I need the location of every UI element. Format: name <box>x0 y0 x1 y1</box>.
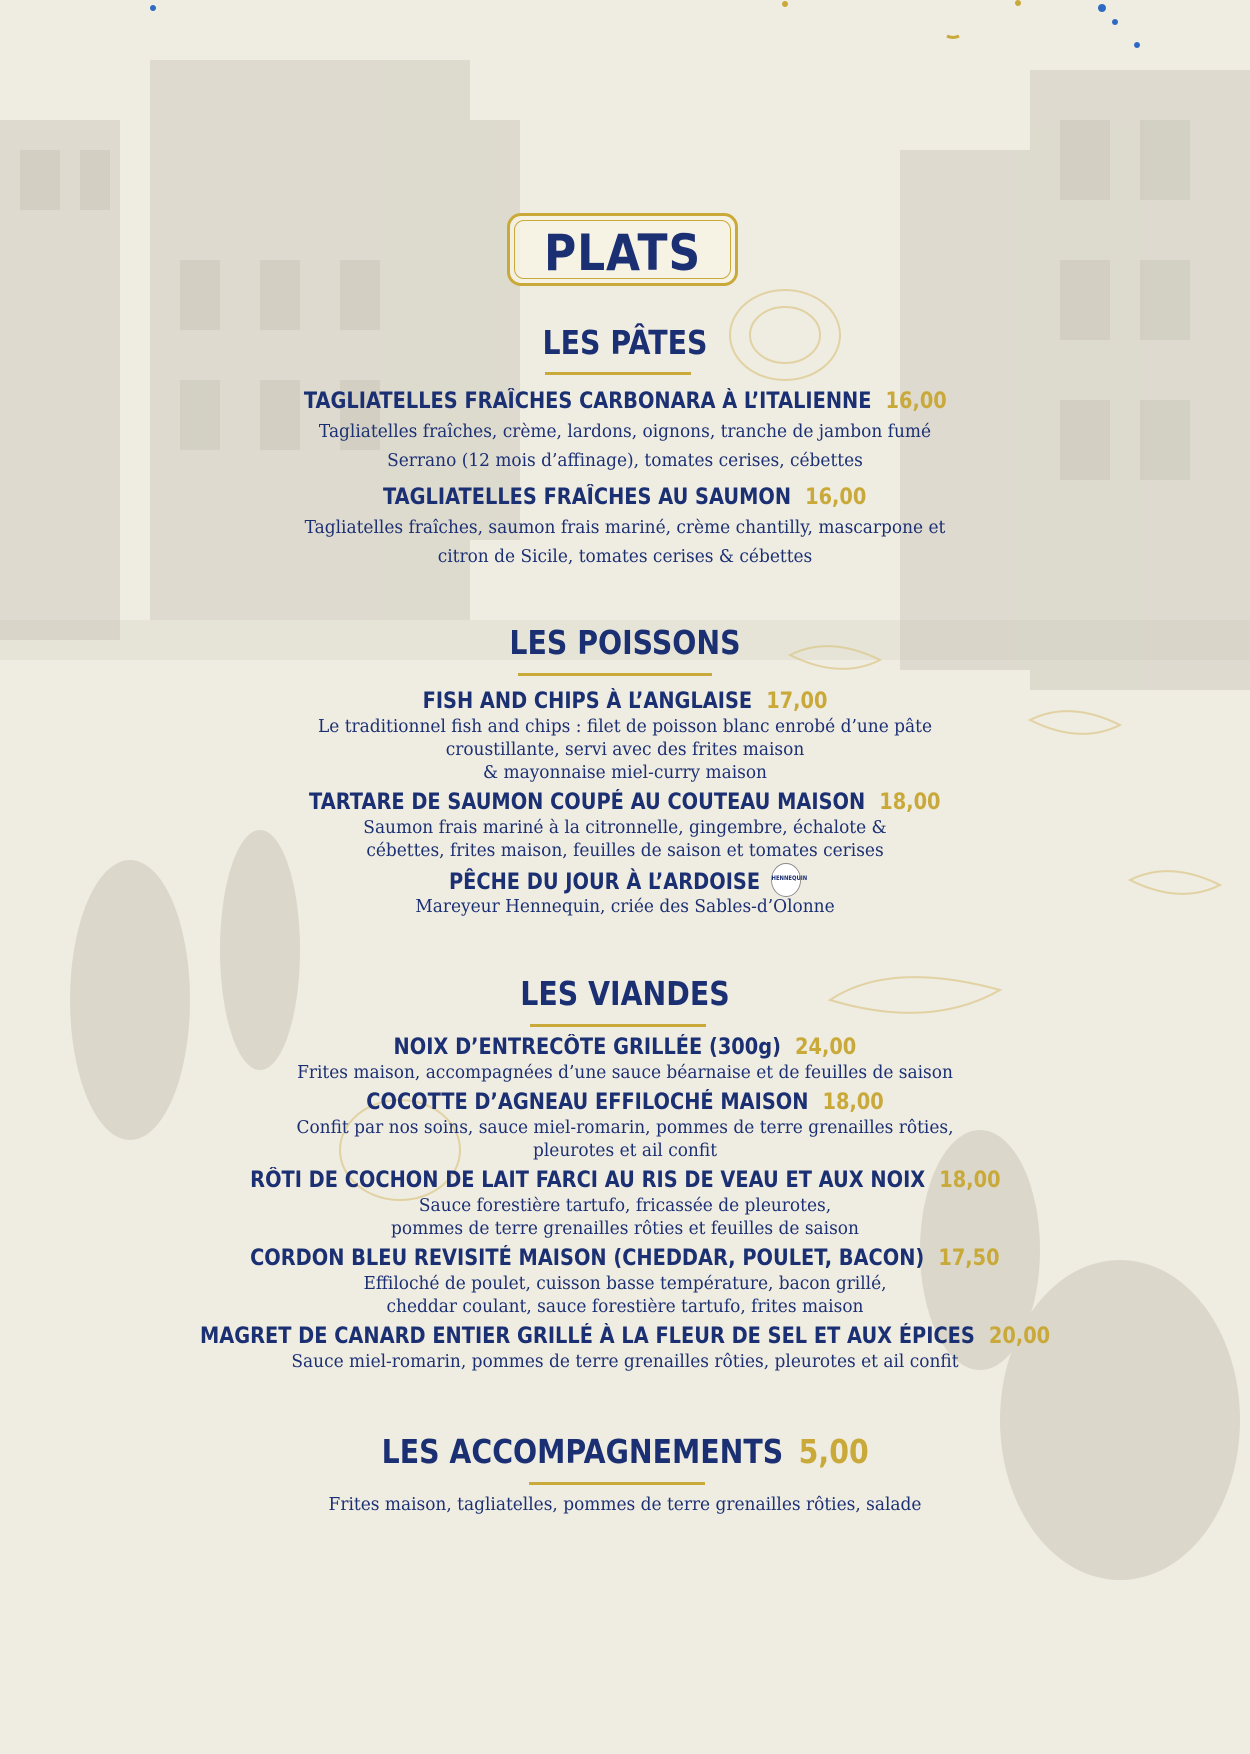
hennequin-logo-icon: HENNEQUIN <box>771 863 801 897</box>
dish-name-row <box>0 866 1250 900</box>
page-title-frame <box>507 213 738 286</box>
dish-price: 24,00 <box>795 1035 857 1060</box>
dish-description: croustillante, servi avec des frites maison <box>445 740 805 760</box>
dish-name: TARTARE DE SAUMON COUPÉ AU COUTEAU MAISON <box>309 790 866 815</box>
dish-price: 16,00 <box>885 389 947 414</box>
dish-description: Sauce forestière tartufo, fricassée de pleurotes, <box>418 1196 832 1216</box>
section-price: 5,00 <box>798 1432 869 1471</box>
section-title-pates: LES PÂTES <box>542 323 708 362</box>
dish-name-row <box>0 689 1250 714</box>
dish-name: FISH AND CHIPS À L’ANGLAISE <box>422 689 753 714</box>
dish-description: Serrano (12 mois d’affinage), tomates cerises, cébettes <box>387 451 863 471</box>
dish-name-row <box>0 485 1250 510</box>
dish-name: TAGLIATELLES FRAÎCHES CARBONARA À L’ITALIENNE <box>303 389 872 414</box>
dish-description: cébettes, frites maison, feuilles de saison et tomates cerises <box>366 841 884 861</box>
dish-name: PÊCHE DU JOUR À L’ARDOISE <box>449 870 761 895</box>
dish-description: Mareyeur Hennequin, criée des Sables-d’Olonne <box>415 897 835 917</box>
section-underline <box>518 673 712 676</box>
dish-price: 18,00 <box>938 1168 1001 1193</box>
dish-description: Saumon frais mariné à la citronnelle, gingembre, échalote & <box>363 818 887 838</box>
dish-description: citron de Sicile, tomates cerises & cébettes <box>437 547 813 567</box>
section-title-viandes: LES VIANDES <box>520 974 730 1013</box>
dish-description: Tagliatelles fraîches, crème, lardons, oignons, tranche de jambon fumé <box>318 422 932 442</box>
dish-name-row <box>0 1324 1250 1349</box>
section-title-poissons: LES POISSONS <box>509 623 741 662</box>
section-underline <box>529 1482 705 1485</box>
section-description: Frites maison, tagliatelles, pommes de terre grenailles rôties, salade <box>328 1495 922 1515</box>
dish-description: Frites maison, accompagnées d’une sauce béarnaise et de feuilles de saison <box>297 1063 953 1083</box>
dish-name-row <box>0 1246 1250 1271</box>
page-title: PLATS <box>543 224 702 282</box>
dish-description: Confit par nos soins, sauce miel-romarin, pommes de terre grenailles rôties, <box>296 1118 954 1138</box>
dish-description: Effiloché de poulet, cuisson basse température, bacon grillé, <box>363 1274 887 1294</box>
dish-name: MAGRET DE CANARD ENTIER GRILLÉ À LA FLEUR DE SEL ET AUX ÉPICES <box>199 1324 975 1349</box>
dish-description: Sauce miel-romarin, pommes de terre grenailles rôties, pleurotes et ail confit <box>291 1352 959 1372</box>
dish-description: cheddar coulant, sauce forestière tartufo, frites maison <box>386 1297 864 1317</box>
dish-description: Tagliatelles fraîches, saumon frais mariné, crème chantilly, mascarpone et <box>304 518 946 538</box>
dish-name: RÔTI DE COCHON DE LAIT FARCI AU RIS DE VEAU ET AUX NOIX <box>249 1168 925 1193</box>
section-underline <box>545 372 691 375</box>
dish-name-row <box>0 1090 1250 1115</box>
section-title-accompagnements: LES ACCOMPAGNEMENTS 5,00 <box>381 1432 869 1471</box>
dish-name: COCOTTE D’AGNEAU EFFILOCHÉ MAISON <box>366 1090 809 1115</box>
dish-price: 18,00 <box>822 1090 884 1115</box>
dish-description: Le traditionnel fish and chips : filet de poisson blanc enrobé d’une pâte <box>317 717 933 737</box>
dish-name-row <box>0 1035 1250 1060</box>
dish-price: 16,00 <box>805 485 867 510</box>
dish-description: & mayonnaise miel-curry maison <box>482 763 767 783</box>
dish-name-row <box>0 389 1250 414</box>
dish-name: CORDON BLEU REVISITÉ MAISON (CHEDDAR, POULET, BACON) <box>250 1246 925 1271</box>
dish-description: pleurotes et ail confit <box>532 1141 718 1161</box>
dish-name-row <box>0 1168 1250 1193</box>
section-underline <box>530 1024 706 1027</box>
dish-price: 17,00 <box>766 689 828 714</box>
dish-price: 18,00 <box>879 790 941 815</box>
dish-description: pommes de terre grenailles rôties et feuilles de saison <box>391 1219 859 1239</box>
dish-price: 20,00 <box>988 1324 1051 1349</box>
dish-name: TAGLIATELLES FRAÎCHES AU SAUMON <box>383 485 792 510</box>
dish-name-row <box>0 790 1250 815</box>
dish-name: NOIX D’ENTRECÔTE GRILLÉE (300g) <box>393 1035 782 1060</box>
dish-price: 17,50 <box>938 1246 1000 1271</box>
